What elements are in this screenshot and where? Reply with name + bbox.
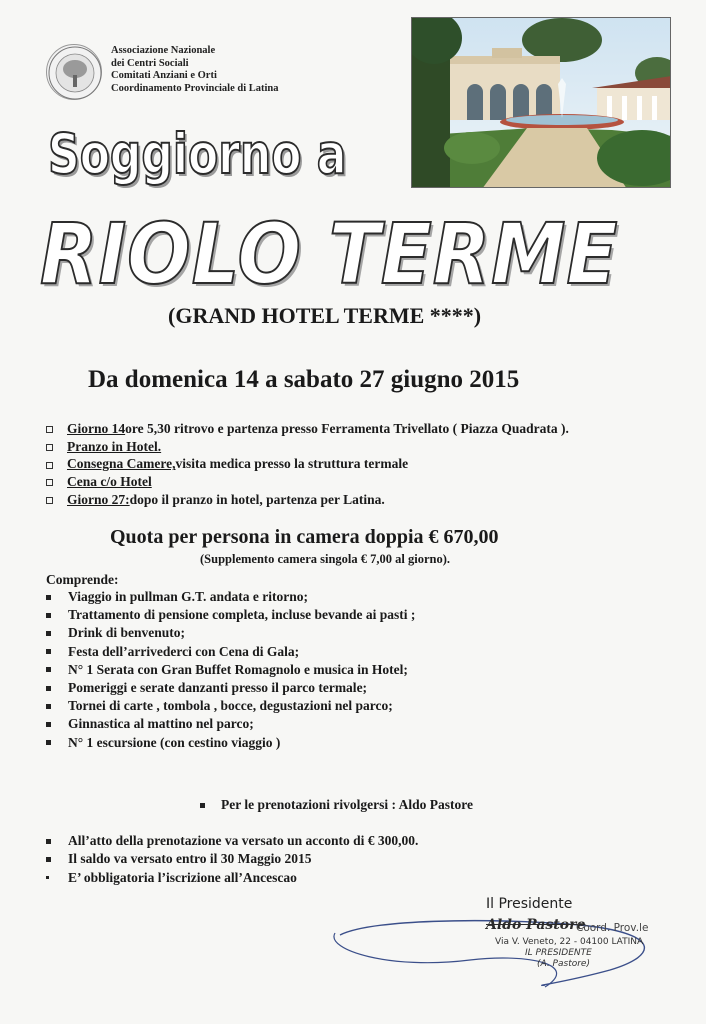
- stamp-role: IL PRESIDENTE: [525, 948, 592, 958]
- bullet-icon: [200, 803, 205, 808]
- bullet-icon: [46, 595, 51, 600]
- include-item: [46, 624, 415, 642]
- program-item-text: ore 5,30 ritrovo e partenza presso Ferramenta Trivellato ( Piazza Quadrata ).: [125, 421, 569, 436]
- program-item: [46, 438, 569, 456]
- association-name: [111, 45, 279, 95]
- program-item-lead: Pranzo in Hotel.: [67, 438, 162, 454]
- stamp-coordination: Coord. Prov.le: [576, 922, 649, 934]
- stamp-name: Aldo Pastore: [486, 917, 586, 933]
- include-item-text: Trattamento di pensione completa, incluse bevande ai pasti ;: [68, 607, 416, 623]
- bullet-icon: [46, 613, 51, 618]
- payment-note-text: Il saldo va versato entro il 30 Maggio 2015: [68, 851, 312, 867]
- include-item-text: Ginnastica al mattino nel parco;: [68, 716, 254, 732]
- association-line: dei Centri Sociali: [111, 57, 189, 69]
- payment-note: [46, 869, 418, 887]
- bullet-icon: [46, 876, 49, 879]
- bullet-icon: [46, 857, 51, 862]
- bullet-icon: [46, 667, 51, 672]
- program-item: [46, 491, 569, 509]
- includes-heading: Comprende:: [46, 572, 119, 587]
- trip-dates: Da domenica 14 a sabato 27 giugno 2015: [88, 366, 520, 393]
- include-item: [46, 715, 415, 733]
- program-item-lead: Giorno 27:: [67, 491, 130, 507]
- program-item: [46, 455, 569, 473]
- checkbox-square-icon: [46, 497, 53, 504]
- program-item-lead: Consegna Camere,: [67, 456, 176, 472]
- single-room-supplement: (Supplemento camera singola € 7,00 al giorno).: [200, 552, 450, 566]
- bullet-icon: [46, 631, 51, 636]
- program-item-text: dopo il pranzo in hotel, partenza per Latina.: [129, 491, 385, 507]
- program-item: [46, 420, 569, 438]
- include-item-text: N° 1 escursione (con cestino viaggio ): [68, 734, 281, 750]
- tree-emblem-icon: [47, 45, 103, 101]
- checkbox-square-icon: [46, 479, 53, 486]
- include-item-text: Viaggio in pullman G.T. andata e ritorno;: [68, 589, 309, 604]
- association-line: Associazione Nazionale: [111, 45, 216, 56]
- payment-notes: [46, 832, 418, 887]
- program-item-lead: Cena c/o Hotel: [67, 474, 152, 490]
- include-item: [46, 679, 415, 697]
- bullet-icon: [46, 686, 51, 691]
- booking-contact-text: Per le prenotazioni rivolgersi : Aldo Pastore: [221, 797, 473, 812]
- program-list: [46, 420, 569, 509]
- include-item: [46, 606, 415, 624]
- hotel-photo: [411, 17, 671, 188]
- bullet-icon: [46, 839, 51, 844]
- association-line: Comitati Anziani e Orti: [111, 70, 217, 81]
- payment-note: [46, 850, 418, 868]
- payment-note: [46, 832, 418, 850]
- program-item-text: visita medica presso la struttura termale: [175, 456, 409, 472]
- bullet-icon: [46, 740, 51, 745]
- checkbox-square-icon: [46, 426, 53, 433]
- stamp-address: Via V. Veneto, 22 - 04100 LATINA: [495, 937, 644, 947]
- payment-note-text: All’atto della prenotazione va versato un acconto di € 300,00.: [68, 833, 419, 848]
- payment-note-text: E’ obbligatoria l’iscrizione all’Ancescao: [68, 869, 297, 885]
- include-item: [46, 697, 415, 715]
- checkbox-square-icon: [46, 444, 53, 451]
- title-line-1: Soggiorno a: [48, 122, 347, 186]
- include-item-text: Festa dell’arrivederci con Cena di Gala;: [68, 643, 300, 659]
- association-logo: [46, 44, 102, 100]
- bullet-icon: [46, 704, 51, 709]
- president-title: Il Presidente: [486, 896, 573, 912]
- bullet-icon: [46, 649, 51, 654]
- includes-list: [46, 588, 415, 752]
- booking-contact: [200, 797, 473, 813]
- title-line-2: RIOLO TERME: [40, 205, 619, 303]
- program-item: [46, 473, 569, 491]
- include-item: [46, 661, 415, 679]
- include-item: [46, 588, 415, 606]
- checkbox-square-icon: [46, 462, 53, 469]
- bullet-icon: [46, 722, 51, 727]
- program-item-lead: Giorno 14: [67, 421, 126, 436]
- include-item-text: Pomeriggi e serate danzanti presso il parco termale;: [68, 680, 368, 696]
- include-item: [46, 643, 415, 661]
- hotel-name: (GRAND HOTEL TERME ****): [168, 303, 482, 328]
- association-line: Coordinamento Provinciale di Latina: [111, 82, 279, 94]
- include-item-text: N° 1 Serata con Gran Buffet Romagnolo e musica in Hotel;: [68, 661, 408, 677]
- include-item-text: Tornei di carte , tombola , bocce, degustazioni nel parco;: [68, 698, 393, 714]
- stamp-person: (A. Pastore): [537, 959, 590, 969]
- include-item-text: Drink di benvenuto;: [68, 625, 186, 641]
- price-per-person: Quota per persona in camera doppia € 670,00: [110, 526, 499, 548]
- include-item: [46, 734, 415, 752]
